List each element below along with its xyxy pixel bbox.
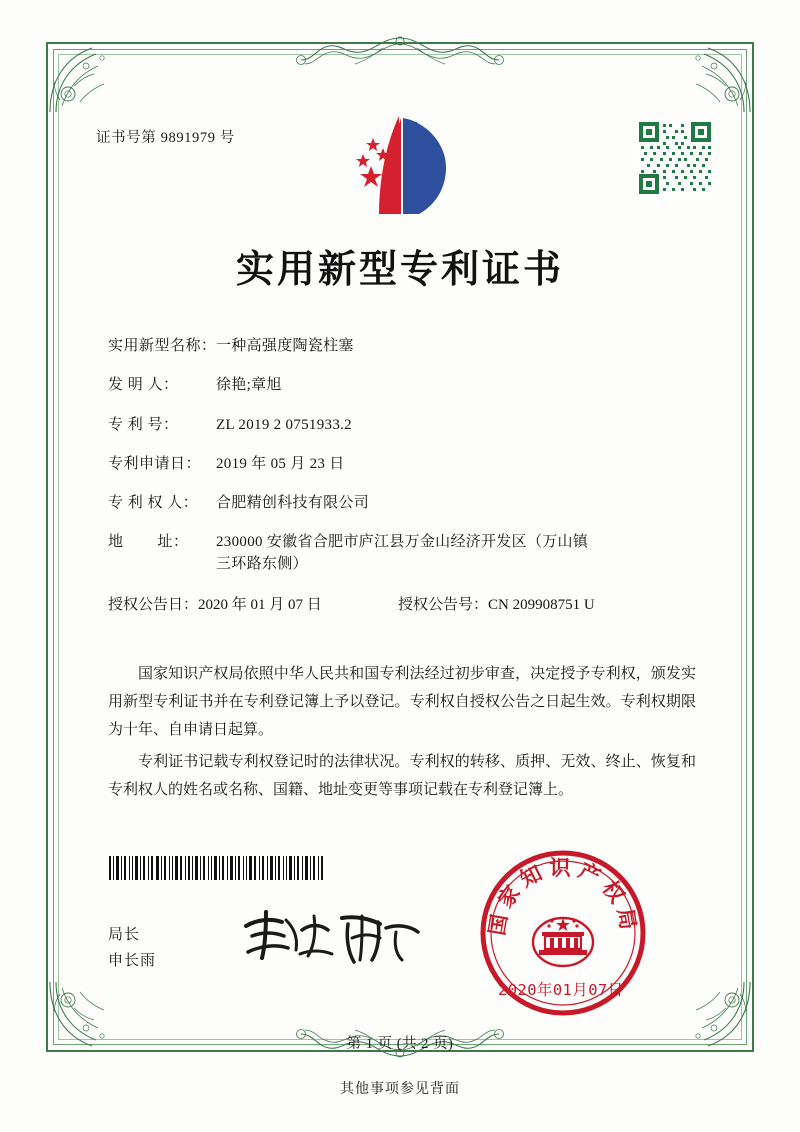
page-number: 第 1 页 (共 2 页)	[346, 1036, 454, 1052]
address-line-1: 230000 安徽省合肥市庐江县万金山经济开发区（万山镇	[216, 534, 589, 551]
field-value: 徐艳;章旭	[216, 377, 282, 394]
field-label: 地 址：	[108, 534, 189, 551]
grant-date-value: 2020 年 01 月 07 日	[198, 597, 322, 614]
corner-ornament-icon	[680, 42, 754, 116]
barcode	[108, 856, 326, 880]
field-label: 专 利 号：	[108, 416, 179, 433]
field-value: ZL 2019 2 0751933.2	[216, 416, 352, 433]
field-label: 专利申请日：	[108, 455, 202, 472]
field-patentee	[108, 493, 708, 515]
field-value	[216, 532, 708, 576]
body-text	[108, 660, 696, 808]
seal-date: 2020年01月07日	[498, 981, 624, 999]
field-application-date	[108, 454, 708, 476]
director-role-label: 局长	[108, 927, 141, 943]
signature-block	[108, 922, 156, 974]
grant-info-row	[108, 593, 708, 614]
grant-announcement-date	[108, 593, 398, 614]
field-label: 实用新型名称：	[108, 338, 217, 354]
paragraph-1: 国家知识产权局依照中华人民共和国专利法经过初步审查，决定授予专利权，颁发实用新型专利证书并在专利登记簿上予以登记。专利权自授权公告之日起生效。专利权期限为十年、自申请日起算。	[108, 666, 696, 738]
field-list	[108, 336, 708, 614]
address-line-2: 三环路东侧）	[216, 556, 308, 572]
footnote: 其他事项参见背面	[340, 1082, 460, 1097]
field-value: 2019 年 05 月 23 日	[216, 455, 345, 472]
handwritten-signature-icon	[236, 902, 426, 974]
top-scroll-ornament-icon	[255, 30, 545, 76]
grant-no-label: 授权公告号：	[398, 597, 489, 614]
field-value: 合肥精创科技有限公司	[216, 495, 370, 511]
svg-text:国家知识产权局: 国家知识产权局	[484, 856, 642, 938]
field-patent-number	[108, 415, 708, 437]
field-label: 专 利 权 人：	[108, 495, 199, 511]
paragraph-2: 专利证书记载专利权登记时的法律状况。专利权的转移、质押、无效、终止、恢复和专利权人的姓名或名称、国籍、地址变更等事项记载在专利登记簿上。	[108, 754, 696, 798]
page-title: 实用新型专利证书	[235, 247, 564, 291]
corner-ornament-icon	[46, 42, 120, 116]
field-label: 发 明 人：	[108, 377, 179, 394]
field-value: 一种高强度陶瓷柱塞	[216, 338, 354, 354]
cnipa-logo-icon	[341, 112, 459, 220]
grant-no-value: CN 209908751 U	[488, 597, 595, 614]
grant-date-label: 授权公告日：	[108, 597, 199, 614]
field-address	[108, 532, 708, 576]
director-name-label: 申长雨	[108, 953, 157, 969]
qr-code	[637, 120, 713, 196]
grant-announcement-number	[398, 593, 708, 614]
field-utility-model-name	[108, 336, 708, 358]
certificate-number: 证书号第 9891979 号	[96, 130, 235, 146]
field-inventor	[108, 375, 708, 397]
